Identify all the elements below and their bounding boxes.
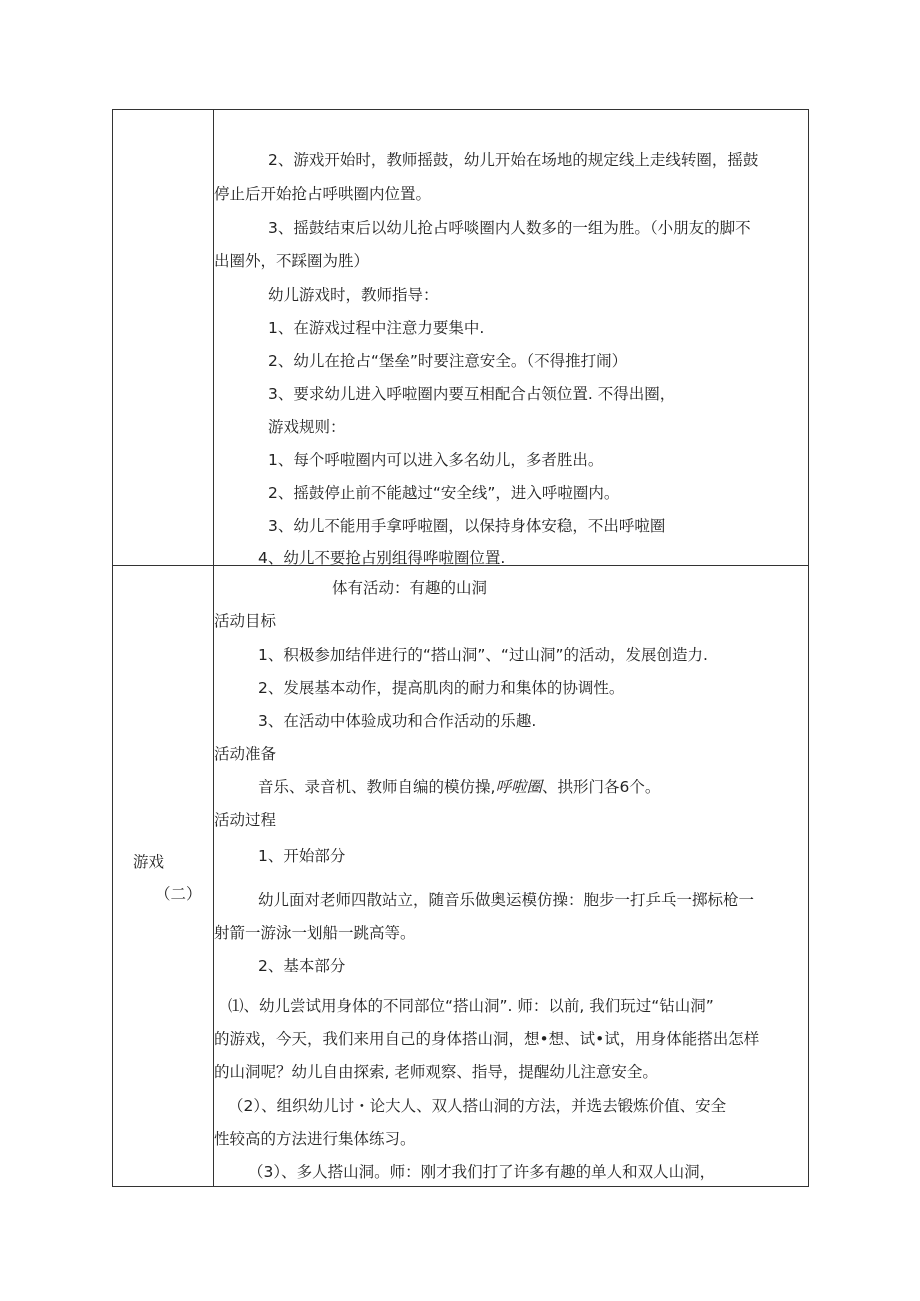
goal-item: 1、积极参加结伴进行的“搭山洞”、“过山洞”的活动，发展创造力. [258, 646, 708, 664]
section-heading-prep: 活动准备 [214, 745, 277, 763]
guidance-item: 3、要求幼儿进入呼啦圈内要互相配合占领位置. 不得出圈， [268, 385, 676, 403]
table-row-game-two [113, 566, 809, 1187]
rule-item: 2、摇鼓停止前不能越过“安全线”，进入呼啦圈内。 [268, 484, 620, 502]
table-row-rules [113, 110, 809, 566]
rule-item: 3、幼儿不能用手拿呼啦圈，以保持身体安稳，不出呼啦圈 [268, 517, 666, 535]
label-cell-game [113, 566, 214, 1187]
activity-title: 体有活动：有趣的山洞 [332, 579, 488, 597]
part-heading: 2、基本部分 [258, 957, 346, 975]
paragraph-line: （3）、多人搭山洞。师：刚才我们打了许多有趣的单人和双人山洞， [248, 1163, 716, 1181]
label-cell-empty [113, 110, 214, 566]
part-heading: 1、开始部分 [258, 847, 346, 865]
content-cell-activity [214, 566, 809, 1187]
guidance-item: 1、在游戏过程中注意力要集中. [268, 319, 485, 337]
guidance-item: 2、幼儿在抢占“堡垒”时要注意安全。（不得推打闹） [268, 352, 628, 370]
lesson-plan-table [112, 109, 809, 1187]
paragraph-line: ⑴、幼儿尝试用身体的不同部位“搭山洞”. 师：以前, 我们玩过“钻山洞” [228, 997, 714, 1015]
goal-item: 3、在活动中体验成功和合作活动的乐趣. [258, 712, 537, 730]
prep-materials [258, 777, 660, 797]
row-label: 游戏 [133, 853, 165, 871]
prep-text: 音乐、录音机、教师自编的模仿操, [258, 778, 496, 796]
paragraph-line: 幼儿面对老师四散站立，随音乐做奥运模仿操：胞步一打乒乓一掷标枪一 [258, 891, 755, 909]
paragraph-line: 射箭一游泳一划船一跳高等。 [214, 924, 416, 942]
goal-item: 2、发展基本动作，提高肌肉的耐力和集体的协调性。 [258, 679, 625, 697]
rule-item: 4、幼儿不要抢占别组得哗啦圈位置. [258, 549, 506, 567]
paragraph-line: 的游戏，今天，我们来用自己的身体搭山洞，想•想、试•试，用身体能搭出怎样 [214, 1030, 760, 1048]
section-heading-goals: 活动目标 [214, 612, 277, 630]
content-cell-rules [214, 110, 809, 566]
row-label-sub: （二） [155, 885, 202, 903]
paragraph-line: 停止后开始抢占呼哄圈内位置。 [214, 185, 432, 203]
prep-text-end: 、拱形门各6个。 [541, 778, 661, 796]
guidance-heading: 幼儿游戏时，教师指导： [268, 286, 439, 304]
rule-item: 1、每个呼啦圈内可以进入多名幼儿，多者胜出。 [268, 451, 604, 469]
section-heading-process: 活动过程 [214, 811, 277, 829]
paragraph-line: 的山洞呢？幼儿自由探索, 老师观察、指导，提醒幼儿注意安全。 [214, 1063, 658, 1081]
paragraph-line: 2、游戏开始时，教师摇鼓，幼儿开始在场地的规定线上走线转圈，摇鼓 [268, 151, 759, 169]
paragraph-line: （2）、组织幼儿讨・论大人、双人搭山洞的方法，并选去锻炼价值、安全 [228, 1097, 727, 1115]
rules-heading: 游戏规则： [268, 418, 346, 436]
prep-italic-text: 呼啦圈 [495, 778, 542, 796]
paragraph-line: 性较高的方法进行集体练习。 [214, 1130, 416, 1148]
paragraph-line: 出圈外，不踩圈为胜） [214, 252, 370, 270]
paragraph-line: 3、摇鼓结束后以幼儿抢占呼啖圈内人数多的一组为胜。（小朋友的脚不 [268, 219, 751, 237]
